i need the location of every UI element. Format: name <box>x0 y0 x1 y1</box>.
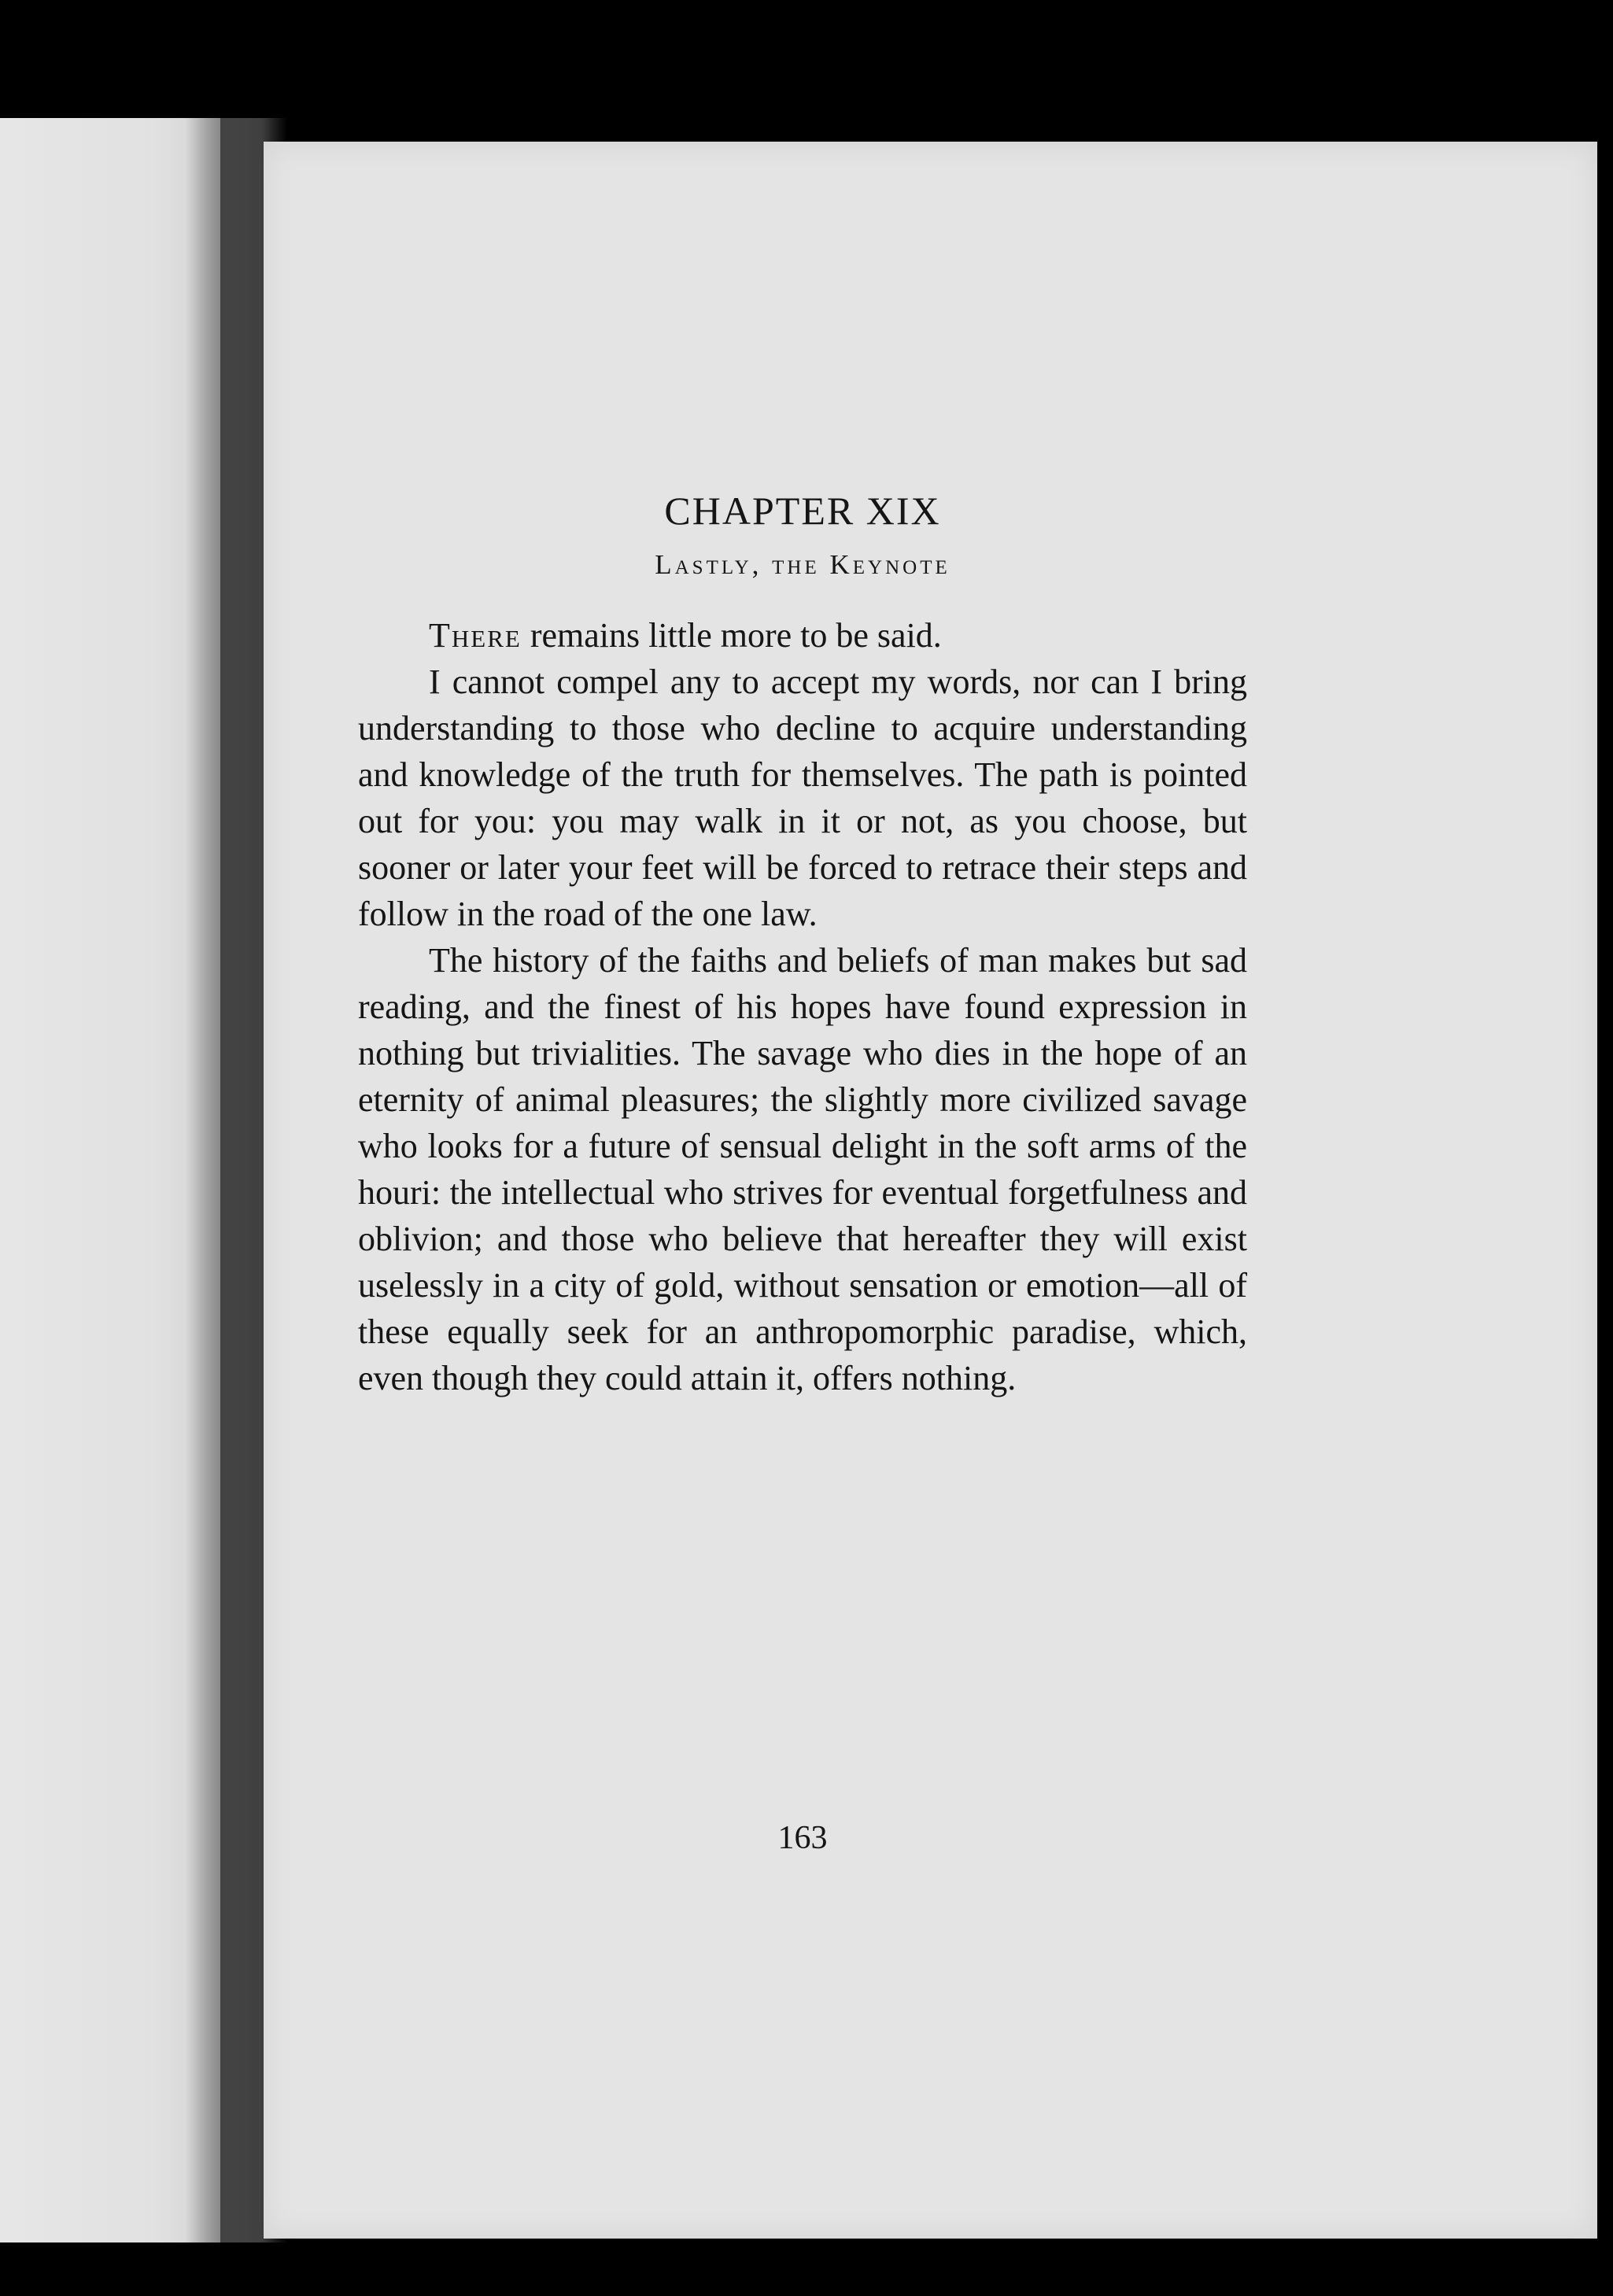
paragraph-2: I cannot compel any to accept my words, nor can I bring understanding to those who decline to acquire understanding and knowledge of the truth for themselves. The path is pointed out for you: you may walk in it or not, as you choose, but sooner or later your feet will be forced to retrace their steps and follow in the road of the one law. <box>358 663 1247 933</box>
page-text-block <box>358 488 1247 1401</box>
chapter-subtitle: Lastly, the Keynote <box>655 549 950 580</box>
page-number: 163 <box>777 1820 828 1856</box>
paragraph-1-text: remains little more to be said. <box>521 616 942 655</box>
paragraph-1 <box>358 612 1247 659</box>
paragraph-3: The history of the faiths and beliefs of man makes but sad reading, and the finest of his hopes have found expression in nothing but trivialities. The savage who dies in the hope of an eternity of animal pleasures; the slightly more civilized savage who looks for a future of sensual delight in the soft arms of the houri: the intellectual who strives for eventual forgetfulness and oblivion; and those who believe that hereafter they will exist uselessly in a city of gold, without sensation or emotion—all of these equally seek for an anthropomorphic paradise, which, even though they could attain it, offers nothing. <box>358 941 1247 1397</box>
chapter-heading: CHAPTER XIX <box>664 489 941 533</box>
paragraph-1-lead-word: There <box>429 616 522 655</box>
